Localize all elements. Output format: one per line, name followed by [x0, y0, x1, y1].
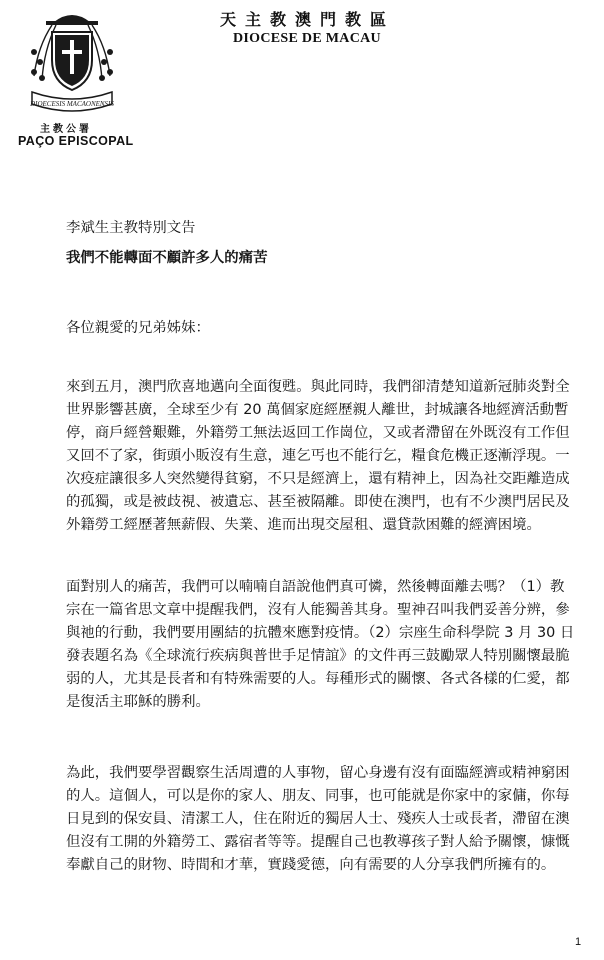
document-subtitle: 李斌生主教特別文告 — [66, 220, 196, 236]
paragraph-line: 次疫症讓很多人突然變得貧窮，不只是經濟上，還有精神上，因為社交距離造成 — [66, 471, 570, 487]
letterhead-seal — [14, 6, 124, 118]
diocese-coat-of-arms-icon — [24, 6, 120, 118]
paragraph-line: 日見到的保安員、清潔工人，住在附近的獨居人士、殘疾人士或長者，滯留在澳 — [66, 811, 570, 827]
paragraph-line: 為此，我們要學習觀察生活周遭的人事物，留心身邊有沒有面臨經濟或精神窮困 — [66, 765, 570, 781]
paragraph-line: 發表題名為《全球流行疾病與普世手足情誼》的文件再三鼓勵眾人特別關懷最脆 — [66, 648, 570, 664]
paragraph-3 — [66, 762, 586, 877]
salutation: 各位親愛的兄弟姊妹： — [66, 320, 210, 336]
document-headline: 我們不能轉面不顧許多人的痛苦 — [66, 250, 268, 266]
paragraph-line: 的人。這個人，可以是你的家人、朋友、同事，也可能就是你家中的家傭，你每 — [66, 788, 570, 804]
diocese-name-chinese: 天主教澳門教區 — [220, 10, 396, 29]
paragraph-line: 世界影響甚廣，全球至少有 20 萬個家庭經歷親人離世，封城讓各地經濟活動暫 — [66, 402, 569, 418]
paragraph-1 — [66, 376, 586, 537]
paragraph-line: 來到五月，澳門欣喜地邁向全面復甦。與此同時，我們卻清楚知道新冠肺炎對全 — [66, 379, 570, 395]
paragraph-line: 外籍勞工經歷著無薪假、失業、進而出現交屋租、還貸款困難的經濟困境。 — [66, 517, 541, 533]
paragraph-line: 的孤獨，或是被歧視、被遺忘、甚至被隔離。即使在澳門，也有不少澳門居民及 — [66, 494, 570, 510]
paragraph-line: 與祂的行動，我們要用團結的抗體來應對疫情。（2）宗座生命科學院 3 月 30 日 — [66, 625, 575, 641]
paragraph-line: 面對別人的痛苦，我們可以喃喃自語說他們真可憐，然後轉面離去嗎？（1）教 — [66, 579, 565, 595]
paragraph-line: 弱的人，尤其是長者和有特殊需要的人。每種形式的關懷、各式各樣的仁愛，都 — [66, 671, 570, 687]
office-name-portuguese: PAÇO EPISCOPAL — [18, 134, 134, 148]
paragraph-line: 是復活主耶穌的勝利。 — [66, 694, 210, 710]
diocese-name-portuguese: DIOCESE DE MACAU — [233, 31, 381, 46]
seal-banner-text: DIOECESIS MACAONENSIS — [30, 100, 114, 108]
paragraph-line: 停，商戶經營艱難，外籍勞工無法返回工作崗位，又或者滯留在外既沒有工作但 — [66, 425, 570, 441]
paragraph-line: 奉獻自己的財物、時間和才華，實踐愛德，向有需要的人分享我們所擁有的。 — [66, 857, 556, 873]
paragraph-line: 宗在一篇省思文章中提醒我們，沒有人能獨善其身。聖神召叫我們妥善分辨，參 — [66, 602, 570, 618]
paragraph-2 — [66, 576, 586, 714]
paragraph-line: 又回不了家，街頭小販沒有生意，連乞丐也不能行乞，糧食危機正逐漸浮現。一 — [66, 448, 570, 464]
paragraph-line: 但沒有工開的外籍勞工、露宿者等等。提醒自己也教導孩子對人給予關懷，慷慨 — [66, 834, 570, 850]
page-number: 1 — [575, 936, 582, 948]
office-name-chinese: 主教公署 — [40, 124, 92, 135]
